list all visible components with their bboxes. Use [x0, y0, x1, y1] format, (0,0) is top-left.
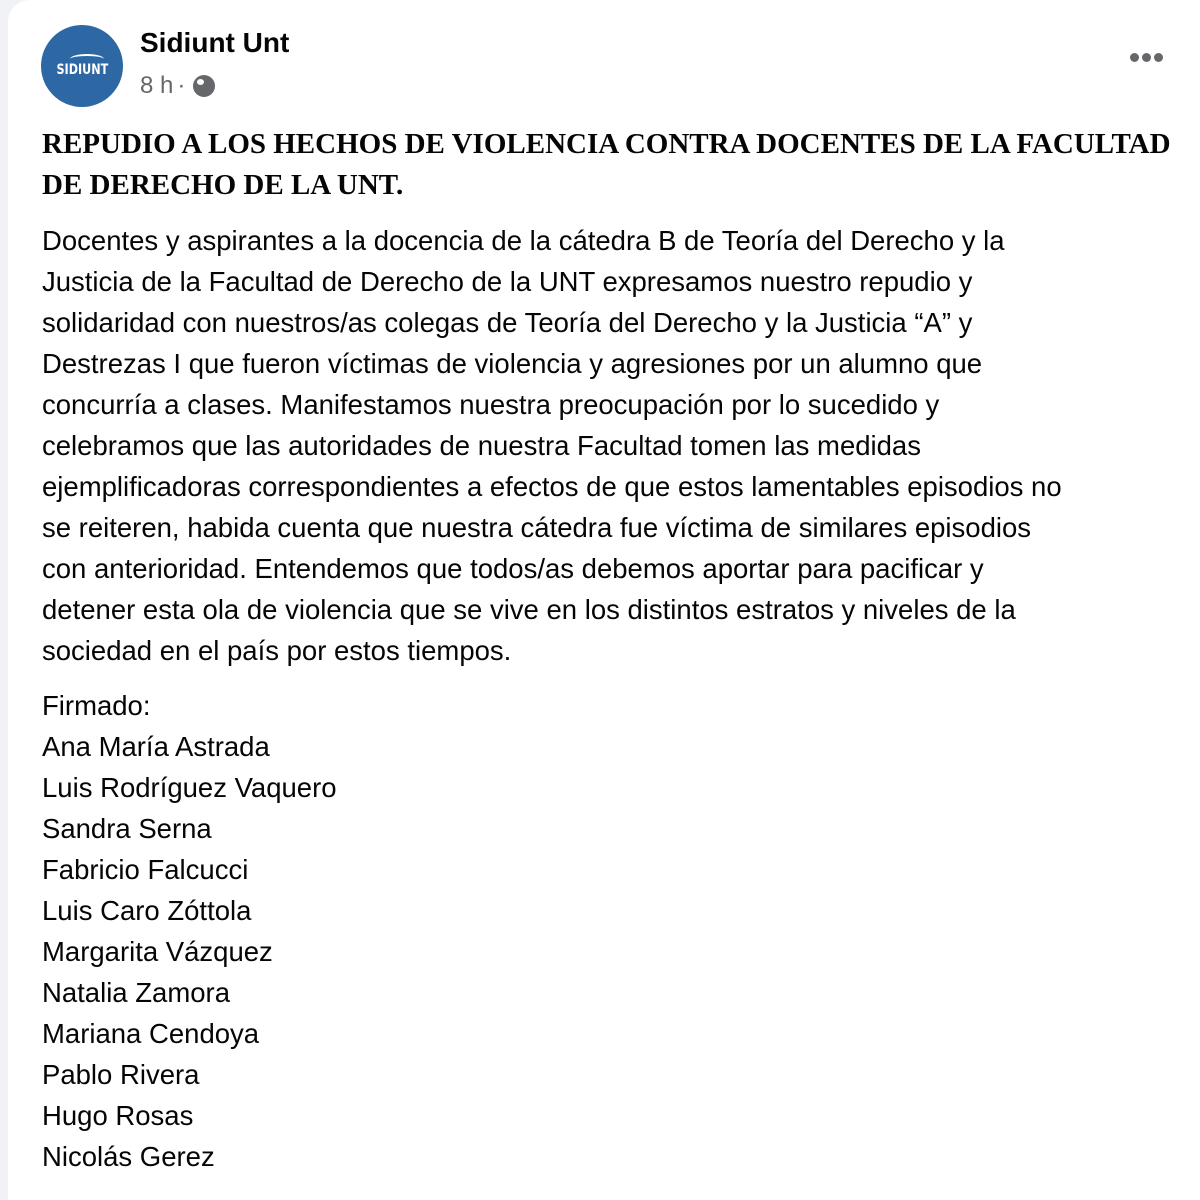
post-card [8, 0, 1200, 1200]
body-line: concurría a clases. Manifestamos nuestra preocupación por lo sucedido y [42, 389, 940, 420]
body-line: con anterioridad. Entendemos que todos/as debemos aportar para pacificar y [42, 553, 984, 584]
body-line: celebramos que las autoridades de nuestra Facultad tomen las medidas [42, 430, 921, 461]
signatory: Hugo Rosas [42, 1100, 194, 1131]
timestamp[interactable]: 8 h [140, 72, 174, 99]
signatory: Luis Rodríguez Vaquero [42, 772, 337, 803]
body-line: Justicia de la Facultad de Derecho de la UNT expresamos nuestro repudio y [42, 266, 973, 297]
body-line: ejemplificadoras correspondientes a efectos de que estos lamentables episodios no [42, 471, 1062, 502]
post-title [42, 124, 1171, 206]
title-line: REPUDIO A LOS HECHOS DE VIOLENCIA CONTRA DOCENTES DE LA FACULTAD [42, 128, 1171, 160]
author-name[interactable]: Sidiunt Unt [140, 27, 290, 58]
globe-icon[interactable] [193, 75, 215, 97]
signed-label: Firmado: [42, 690, 151, 721]
dot-icon [1142, 53, 1151, 62]
signatory: Luis Caro Zóttola [42, 895, 252, 926]
signatory: Mariana Cendoya [42, 1018, 260, 1049]
signatory: Fabricio Falcucci [42, 854, 249, 885]
body-line: Destrezas I que fueron víctimas de violencia y agresiones por un alumno que [42, 348, 983, 379]
signatory: Ana María Astrada [42, 731, 270, 762]
signatories [42, 685, 337, 1177]
signatory: Sandra Serna [42, 813, 212, 844]
body-line: Docentes y aspirantes a la docencia de la cátedra B de Teoría del Derecho y la [42, 225, 1005, 256]
title-line: DE DERECHO DE LA UNT. [42, 169, 404, 201]
avatar[interactable] [41, 25, 123, 107]
signatory: Natalia Zamora [42, 977, 230, 1008]
signatory: Margarita Vázquez [42, 936, 273, 967]
separator: · [177, 72, 186, 99]
body-line: solidaridad con nuestros/as colegas de Teoría del Derecho y la Justicia “A” y [42, 307, 973, 338]
body-line: sociedad en el país por estos tiempos. [42, 635, 512, 666]
body-line: detener esta ola de violencia que se vive en los distintos estratos y niveles de la [42, 594, 1016, 625]
post-body [42, 220, 1062, 671]
body-line: se reiteren, habida cuenta que nuestra cátedra fue víctima de similares episodios [42, 512, 1032, 543]
signatory: Pablo Rivera [42, 1059, 200, 1090]
more-options-button[interactable] [1130, 53, 1163, 62]
signatory: Nicolás Gerez [42, 1141, 215, 1172]
dot-icon [1130, 53, 1139, 62]
avatar-logo-text: SIDIUNT [56, 62, 108, 78]
post-meta [140, 72, 215, 100]
dot-icon [1154, 53, 1163, 62]
